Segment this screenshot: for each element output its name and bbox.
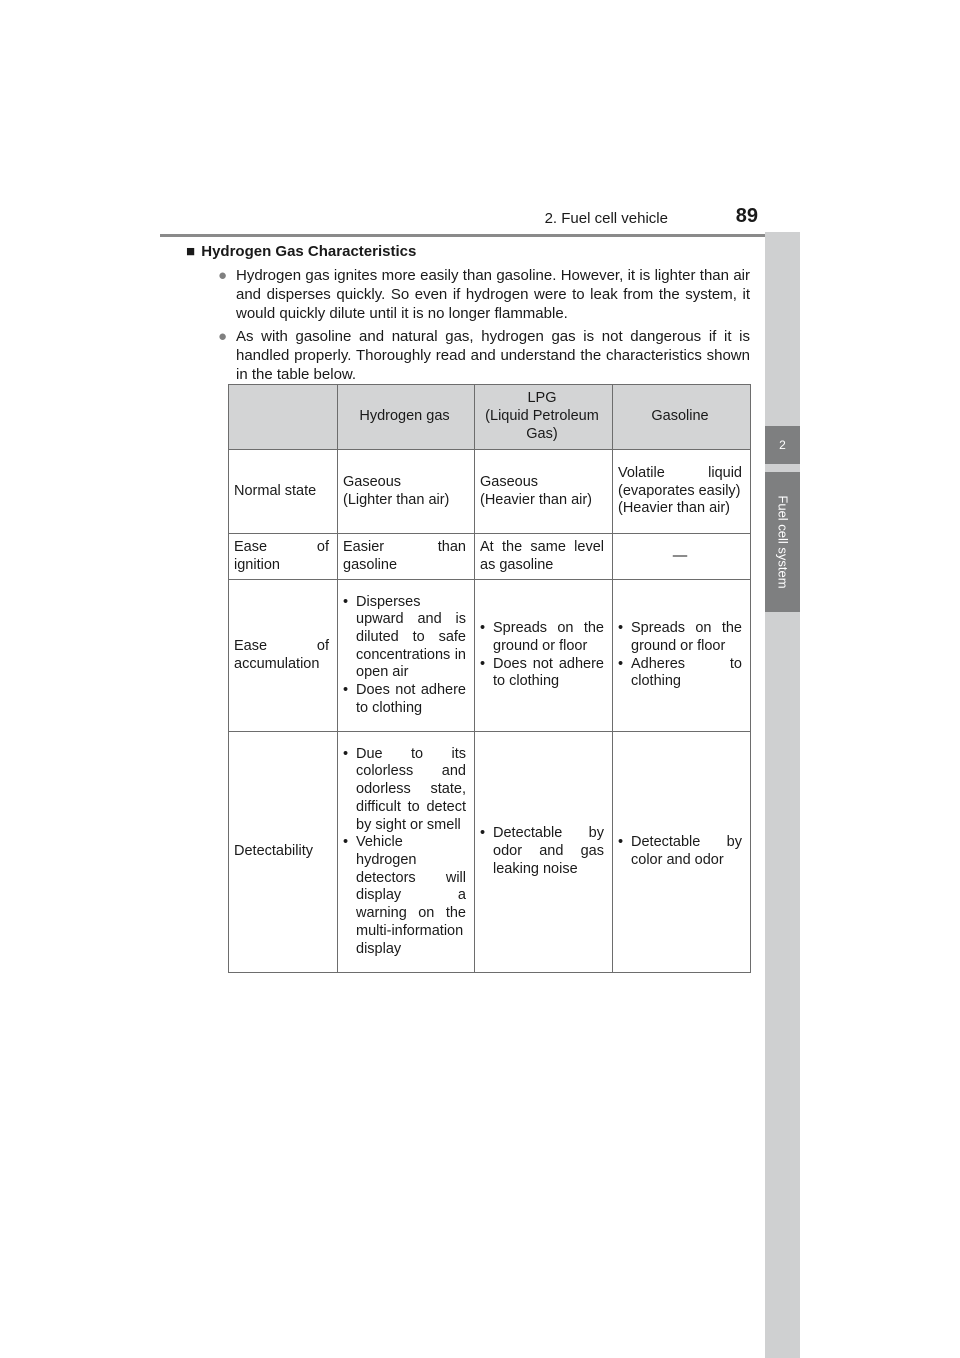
chapter-label-box: [765, 472, 800, 612]
table-cell: [338, 450, 475, 534]
cell-text: At the same level as gasoline: [480, 538, 604, 573]
cell-bullet-list: [618, 620, 742, 691]
table-cell: [475, 732, 613, 973]
paragraph-1: [218, 266, 750, 323]
cell-text: Gaseous (Heavier than air): [480, 473, 593, 508]
list-item: • Spreads on the ground or floor: [480, 620, 604, 655]
main-content: [186, 243, 750, 388]
cell-bullet-list: [480, 825, 604, 878]
list-item: • Disperses upward and is diluted to safe concentrations in open air: [343, 594, 466, 683]
table-header-cell: Hydrogen gas: [338, 385, 475, 450]
table-row: [229, 732, 751, 973]
list-item: • Detectable by odor and gas leaking noise: [480, 825, 604, 878]
table-cell: [338, 534, 475, 580]
cell-bullet-list: [343, 746, 466, 958]
comparison-table: [228, 384, 751, 973]
table-body: [229, 450, 751, 973]
section-heading: [186, 243, 750, 260]
table-row: [229, 450, 751, 534]
table-header-cell: Gasoline: [613, 385, 751, 450]
list-item: • Adheres to clothing: [618, 656, 742, 691]
table-cell: [475, 450, 613, 534]
row-label: Normal state: [229, 450, 338, 534]
row-label: Detectability: [229, 732, 338, 973]
list-item: • Vehicle hydrogen detectors will display a warning on the multi-information display: [343, 834, 466, 958]
table-cell: [475, 534, 613, 580]
table-header-cell: [229, 385, 338, 450]
table-header-row: [229, 385, 751, 450]
list-item: • Detectable by color and odor: [618, 834, 742, 869]
row-label: Ease of accumulation: [229, 580, 338, 732]
list-item: • Due to its colorless and odorless state, difficult to detect by sight or smell: [343, 746, 466, 835]
cell-text: Easier than gasoline: [343, 538, 466, 573]
paragraph-text: As with gasoline and natural gas, hydrogen gas is not dangerous if it is handled properly. Thoroughly read and understand the characteristics shown in the table below.: [236, 328, 750, 383]
cell-bullet-list: [618, 834, 742, 869]
table-cell: [475, 580, 613, 732]
square-bullet-icon: ■: [186, 243, 196, 260]
chapter-number: 2: [765, 426, 800, 464]
table-row: [229, 580, 751, 732]
table-header-cell: LPG (Liquid Petroleum Gas): [475, 385, 613, 450]
table-cell: [613, 450, 751, 534]
table-cell: [613, 732, 751, 973]
list-item: • Does not adhere to clothing: [480, 656, 604, 691]
table-cell: [338, 580, 475, 732]
circle-bullet-icon: ●: [218, 267, 228, 284]
chapter-side-tab: [765, 232, 800, 1358]
circle-bullet-icon: ●: [218, 328, 228, 345]
list-item: • Does not adhere to clothing: [343, 682, 466, 717]
cell-text: Volatile liquid (evaporates easily) (Heavier than air): [618, 464, 742, 517]
row-label: Ease of ignition: [229, 534, 338, 580]
list-item: • Spreads on the ground or floor: [618, 620, 742, 655]
cell-bullet-list: [480, 620, 604, 691]
section-heading-text: Hydrogen Gas Characteristics: [201, 243, 417, 260]
page-header: [160, 200, 800, 237]
section-title: 2. Fuel cell vehicle: [544, 210, 668, 227]
cell-text: Gaseous (Lighter than air): [343, 473, 450, 508]
table-cell: [338, 732, 475, 973]
chapter-label: Fuel cell system: [775, 495, 790, 589]
page-number: 89: [735, 205, 758, 227]
table-cell: [613, 580, 751, 732]
cell-bullet-list: [343, 594, 466, 718]
paragraph-2: [218, 327, 750, 384]
paragraph-text: Hydrogen gas ignites more easily than gasoline. However, it is lighter than air and disperses quickly. So even if hydrogen were to leak from the system, it would quickly dilute until it is no longer flammable.: [236, 267, 750, 322]
table-cell: —: [613, 534, 751, 580]
table-row: [229, 534, 751, 580]
